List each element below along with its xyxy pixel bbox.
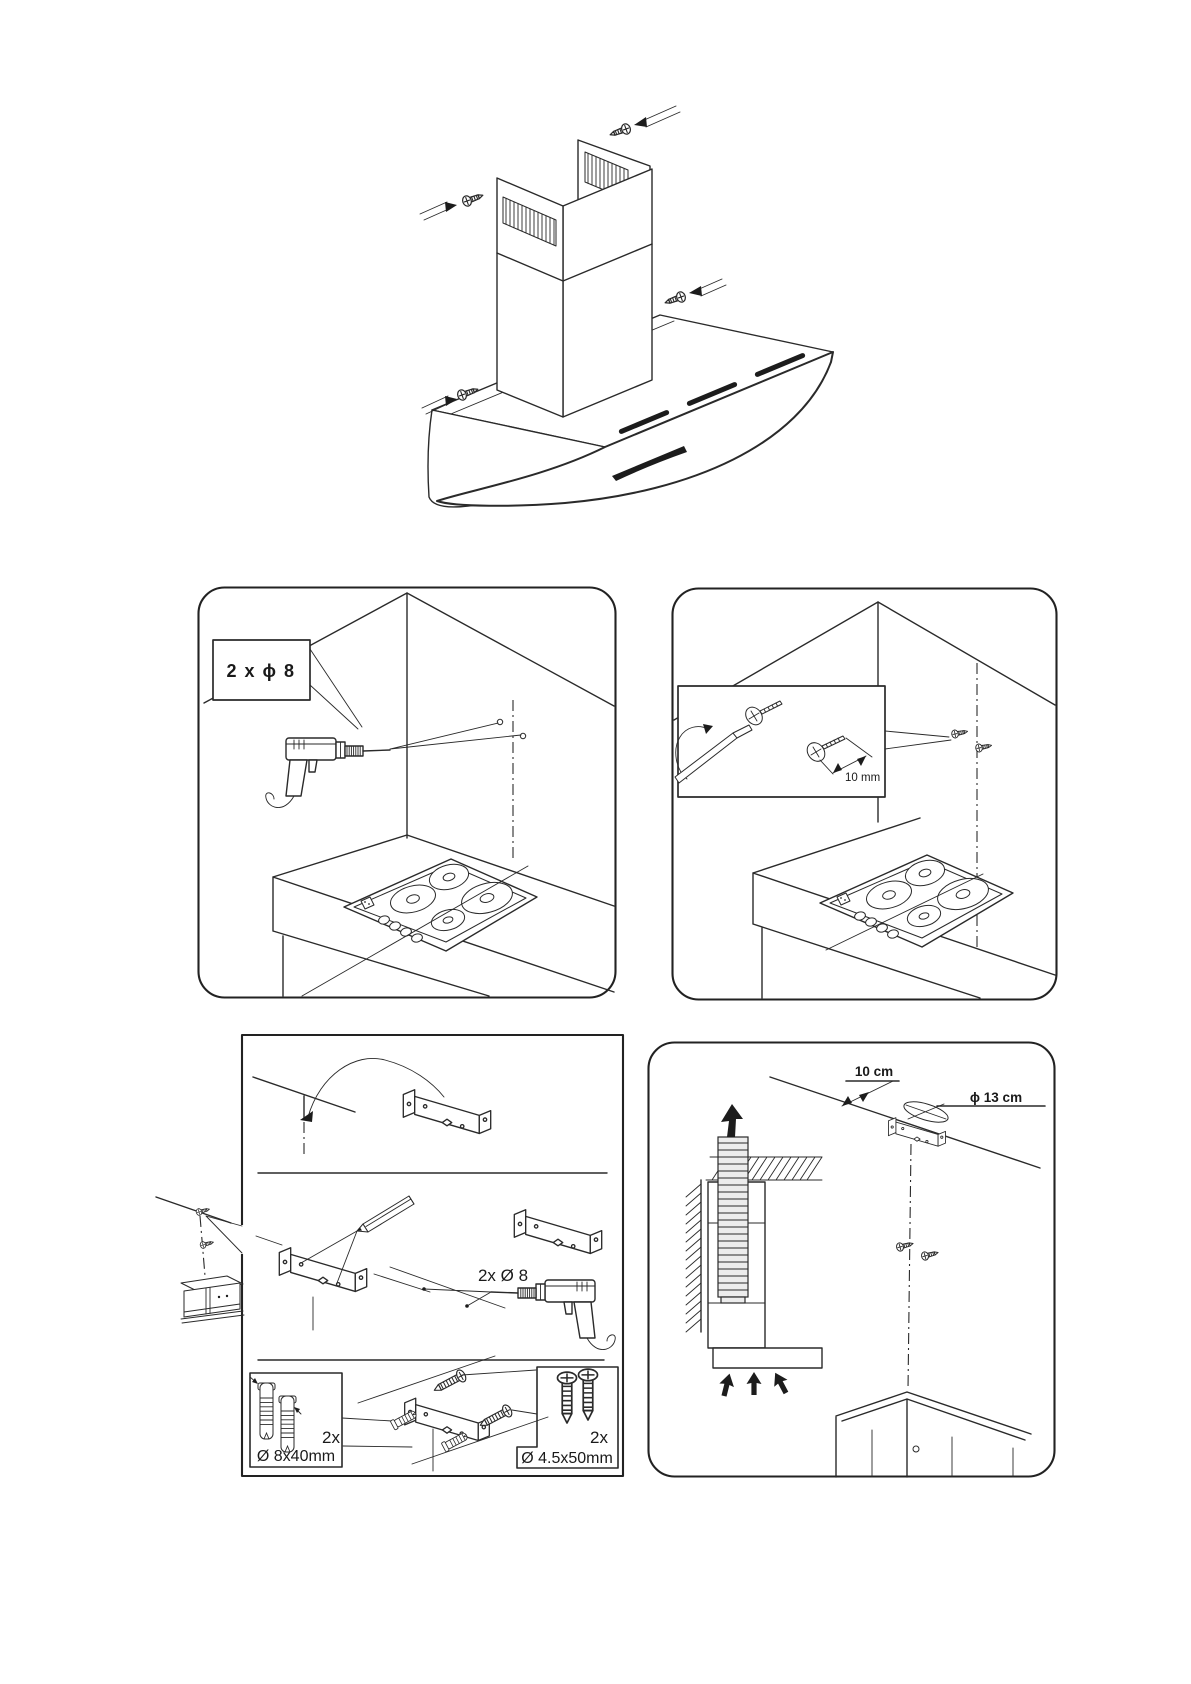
- step-mark-holes: [256, 1196, 615, 1350]
- wall-bracket: [405, 1398, 490, 1440]
- drill-callout-label: 2 x ϕ 8: [226, 661, 296, 681]
- chimney-bracket-assembly: [888, 1098, 950, 1147]
- airflow-arrow-icon: [769, 1369, 793, 1396]
- cooktop: [820, 855, 1013, 947]
- cooktop: [344, 859, 537, 951]
- pencil-icon: [357, 1196, 414, 1232]
- screw-icon: [663, 291, 686, 308]
- screw-icon: [608, 123, 631, 140]
- screw-icon: [921, 1248, 939, 1260]
- drill-holes-label: 2x Ø 8: [477, 1266, 529, 1285]
- flue-hole-dimension: [937, 1090, 1045, 1106]
- drill-hole: [520, 733, 525, 738]
- wall-bracket: [403, 1090, 490, 1134]
- exhaust-arrow-icon: [721, 1104, 743, 1137]
- centerline: [908, 1144, 911, 1390]
- anchor-qty-label: 2x: [322, 1428, 340, 1447]
- anchor-size-label: Ø 8x40mm: [256, 1448, 336, 1465]
- panel-drill-wall: [199, 588, 616, 998]
- figure-exploded-hood: [420, 106, 833, 507]
- screw-size-label: Ø 4.5x50mm: [521, 1450, 613, 1467]
- wall-plug-icons: [250, 1377, 301, 1452]
- chimney-duct: [497, 140, 652, 417]
- airflow-arrow-icon: [717, 1372, 737, 1398]
- screw-icon: [461, 190, 484, 207]
- drill-icon: [266, 738, 390, 808]
- ceiling-dimension: [842, 1064, 899, 1106]
- drill-hole: [422, 1287, 426, 1291]
- screw-icon: [975, 741, 992, 752]
- screw-icon: [578, 1369, 597, 1420]
- drill-hole: [465, 1304, 469, 1308]
- panel-insert-screws: [673, 589, 1057, 1000]
- wall-bracket: [279, 1248, 366, 1292]
- wall-bracket: [514, 1210, 601, 1254]
- panel-chimney-flue: [649, 1043, 1055, 1478]
- flue-hole-label: ϕ 13 cm: [969, 1090, 1023, 1105]
- screw-icon: [951, 727, 968, 738]
- counter-corner: [836, 1392, 1031, 1477]
- drill-icon: [491, 1280, 615, 1350]
- screw-icon: [896, 1239, 914, 1251]
- mini-hood-icon: [181, 1276, 244, 1323]
- ceiling-offset-label: 10 cm: [854, 1064, 894, 1079]
- screw-depth-label: 10 mm: [845, 772, 881, 784]
- hood-cross-section: [686, 1104, 822, 1398]
- panel-bracket-mounting: [156, 1035, 623, 1476]
- drill-hole: [497, 719, 502, 724]
- screw-qty-label: 2x: [590, 1428, 608, 1447]
- hang-hood-callout: [156, 1197, 244, 1323]
- step-position-bracket: [253, 1058, 491, 1156]
- screw-icon: [557, 1372, 576, 1423]
- airflow-arrow-icon: [747, 1372, 762, 1395]
- flexible-duct: [718, 1137, 748, 1297]
- step-fix-bracket: [250, 1356, 618, 1471]
- screw-icon: [431, 1368, 467, 1396]
